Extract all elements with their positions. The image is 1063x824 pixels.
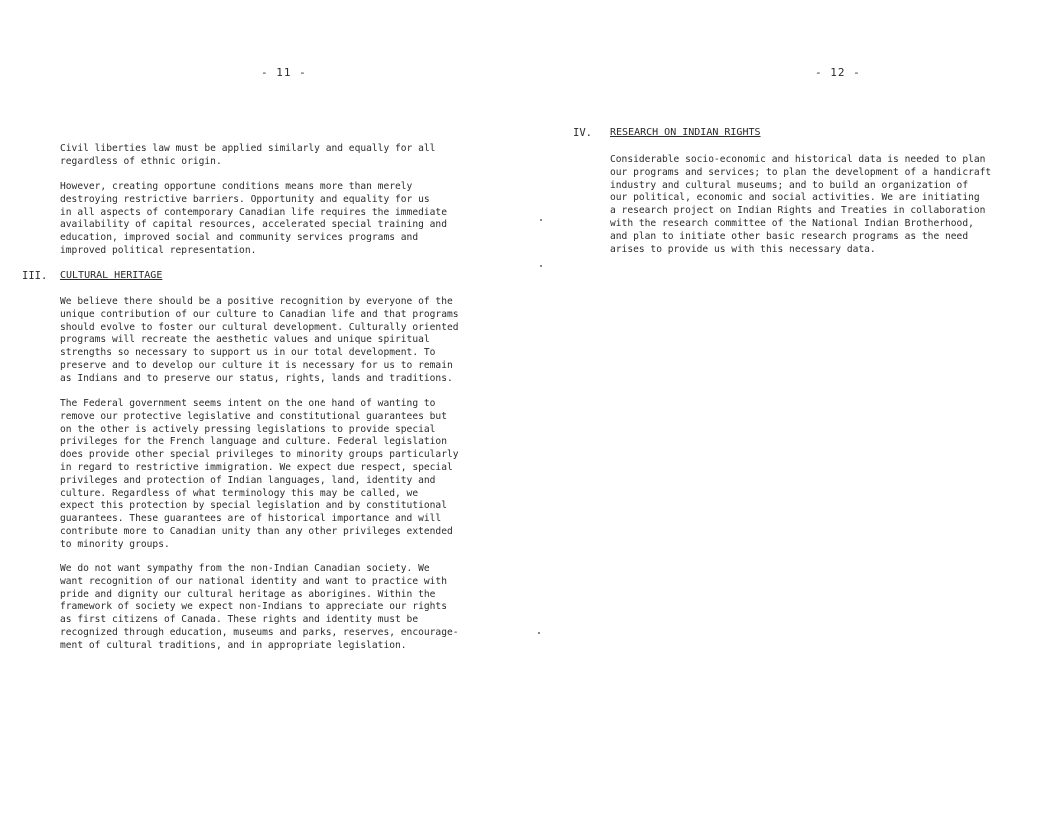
text-line: our political, economic and social activities. We are initiating <box>610 192 980 204</box>
text-line: as first citizens of Canada. These rights and identity must be <box>60 614 419 626</box>
text-line: remove our protective legislative and constitutional guarantees but <box>60 410 447 422</box>
text-line: in regard to restrictive immigration. We expect due respect, special <box>60 461 453 473</box>
text-line: and plan to initiate other basic research programs as the need <box>610 230 969 242</box>
text-line: unique contribution of our culture to Canadian life and that programs <box>60 308 459 320</box>
text-line: should evolve to foster our cultural development. Culturally oriented <box>60 321 459 333</box>
section-iii-heading: CULTURAL HERITAGE <box>60 270 163 281</box>
text-line: recognized through education, museums and parks, reserves, encourage- <box>60 626 459 638</box>
text-line: on the other is actively pressing legislations to provide special <box>60 423 436 435</box>
cultural-heritage-paragraph-2 <box>60 398 459 552</box>
scan-speck <box>540 265 542 267</box>
text-line: with the research committee of the National Indian Brotherhood, <box>610 217 974 229</box>
intro-paragraph-1 <box>60 143 435 169</box>
text-line: education, improved social and community services programs and <box>60 232 419 244</box>
left-page-number: - 11 - <box>261 66 307 79</box>
text-line: industry and cultural museums; and to build an organization of <box>610 179 969 191</box>
text-line: arises to provide us with this necessary data. <box>610 243 876 255</box>
text-line: strengths so necessary to support us in our total development. To <box>60 347 436 359</box>
cultural-heritage-paragraph-3 <box>60 563 459 653</box>
text-line: destroying restrictive barriers. Opportunity and equality for us <box>60 193 430 205</box>
text-line: in all aspects of contemporary Canadian life requires the immediate <box>60 206 447 218</box>
text-line: Considerable socio-economic and historical data is needed to plan <box>610 154 986 165</box>
text-line: regardless of ethnic origin. <box>60 155 222 167</box>
right-page-number: - 12 - <box>815 66 861 79</box>
text-line: ment of cultural traditions, and in appropriate legislation. <box>60 639 407 651</box>
text-line: privileges for the French language and culture. Federal legislation <box>60 436 447 448</box>
scan-speck <box>540 219 542 221</box>
intro-paragraph-2 <box>60 181 447 258</box>
text-line: our programs and services; to plan the development of a handicraft <box>610 166 992 178</box>
text-line: preserve and to develop our culture it is necessary for us to remain <box>60 359 453 371</box>
text-line: We believe there should be a positive recognition by everyone of the <box>60 296 453 307</box>
text-line: framework of society we expect non-Indians to appreciate our rights <box>60 601 447 613</box>
research-paragraph-1 <box>610 154 991 256</box>
text-line: to minority groups. <box>60 538 170 550</box>
text-line: as Indians and to preserve our status, rights, lands and traditions. <box>60 372 453 384</box>
text-line: availability of capital resources, accelerated special training and <box>60 219 447 231</box>
text-line: want recognition of our national identity and want to practice with <box>60 575 447 587</box>
text-line: culture. Regardless of what terminology this may be called, we <box>60 487 419 499</box>
text-line: However, creating opportune conditions means more than merely <box>60 181 413 192</box>
section-iv-heading: RESEARCH ON INDIAN RIGHTS <box>610 127 761 138</box>
text-line: guarantees. These guarantees are of historical importance and will <box>60 513 442 525</box>
text-line: expect this protection by special legislation and by constitutional <box>60 500 447 512</box>
section-iii-numeral: III. <box>22 270 48 282</box>
text-line: privileges and protection of Indian languages, land, identity and <box>60 474 436 486</box>
text-line: pride and dignity our cultural heritage as aborigines. Within the <box>60 588 436 600</box>
text-line: does provide other special privileges to minority groups particularly <box>60 449 459 461</box>
text-line: a research project on Indian Rights and Treaties in collaboration <box>610 205 986 217</box>
cultural-heritage-paragraph-1 <box>60 296 459 386</box>
text-line: The Federal government seems intent on the one hand of wanting to <box>60 398 436 409</box>
text-line: programs will recreate the aesthetic values and unique spiritual <box>60 334 430 346</box>
scan-speck <box>538 632 540 634</box>
text-line: Civil liberties law must be applied similarly and equally for all <box>60 143 436 154</box>
section-iv-numeral: IV. <box>573 127 592 139</box>
text-line: improved political representation. <box>60 244 257 256</box>
text-line: We do not want sympathy from the non-Indian Canadian society. We <box>60 563 430 574</box>
text-line: contribute more to Canadian unity than any other privileges extended <box>60 525 453 537</box>
